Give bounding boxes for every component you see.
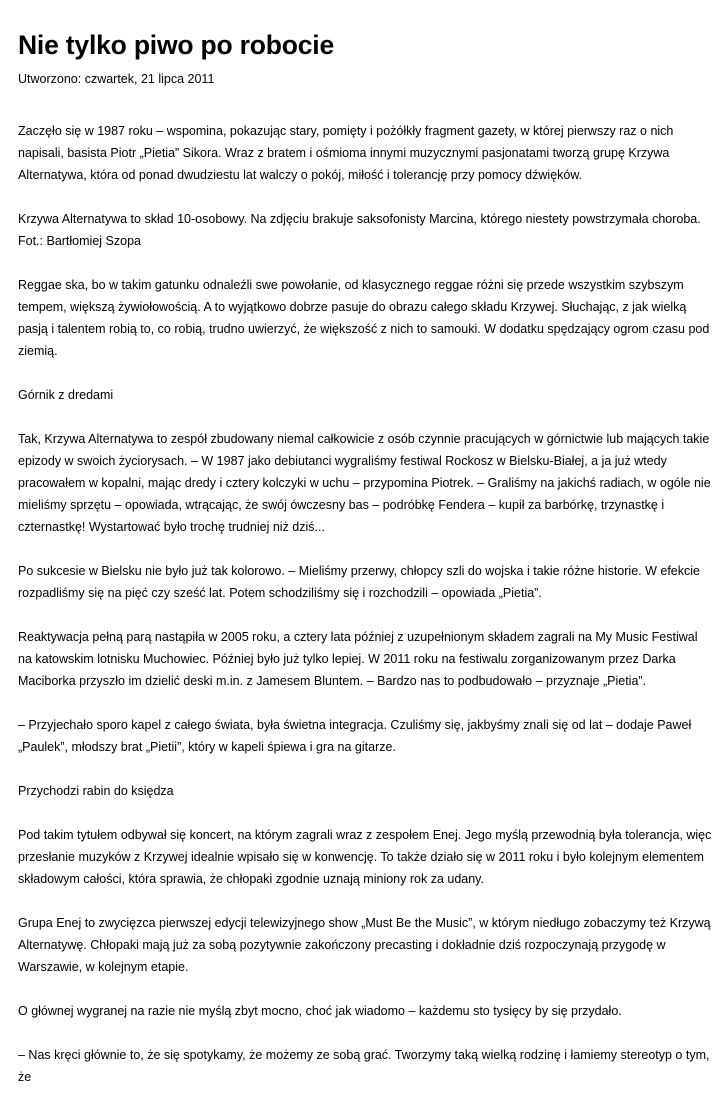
paragraph: Grupa Enej to zwycięzca pierwszej edycji telewizyjnego show „Must Be the Music”, w którym niedługo zobaczymy też Krzywą Alternatywę. Chłopaki mają już za sobą pozytywnie zakończony precasting i dokładnie dziś rozpoczynają przygodę w Warszawie, w kolejnym etapie. (18, 916, 711, 974)
paragraph: Zaczęło się w 1987 roku – wspomina, pokazując stary, pomięty i pożółkły fragment gazety, w której pierwszy raz o nich napisali, basista Piotr „Pietia” Sikora. Wraz z bratem i ośmioma innymi muzycznymi pasjonatami tworzą grupę Krzywa Alternatywa, która od ponad dwudziestu lat walczy o pokój, miłość i tolerancję przy pomocy dźwięków. (18, 124, 674, 182)
section-heading: Górnik z dredami (18, 388, 114, 402)
paragraph: Reggae ska, bo w takim gatunku odnaleźli swe powołanie, od klasycznego reggae różni się przede wszystkim szybszym tempem, większą żywiołowością. A to wyjątkowo dobrze pasuje do obrazu całego składu Krzywej. Słuchając, z jak wielką pasją i talentem robią to, co robią, trudno uwierzyć, że większość z nich to samouki. W dodatku spędzający ogrom czasu pod ziemią. (18, 278, 710, 358)
paragraph: – Nas kręci głównie to, że się spotykamy, że możemy ze sobą grać. Tworzymy taką wielką rodzinę i łamiemy stereotyp o tym, że (18, 1048, 710, 1084)
created-date: Utworzono: czwartek, 21 lipca 2011 (18, 72, 215, 86)
paragraph: Reaktywacja pełną parą nastąpiła w 2005 roku, a cztery lata później z uzupełnionym składem zagrali na My Music Festiwal na katowskim lotnisku Muchowiec. Później było już tylko lepiej. W 2011 roku na festiwalu zorganizowanym przez Darka Maciborka przyszło im dzielić deski m.in. z Jamesem Bluntem. – Bardzo nas to podbudowało – przyznaje „Pietia”. (18, 630, 698, 688)
paragraph: Krzywa Alternatywa to skład 10-osobowy. Na zdjęciu brakuje saksofonisty Marcina, którego niestety powstrzymała choroba. Fot.: Bartłomiej Szopa (18, 212, 701, 248)
article-body (18, 120, 713, 1110)
paragraph: Pod takim tytułem odbywał się koncert, na którym zagrali wraz z zespołem Enej. Jego myślą przewodnią była tolerancja, więc przesłanie muzyków z Krzywej idealnie wpisało się w konwencję. To także działo się w 2011 roku i było kolejnym elementem składowym całości, która sprawia, że chłopaki zgodnie uznają miniony rok za udany. (18, 828, 712, 886)
paragraph: Po sukcesie w Bielsku nie było już tak kolorowo. – Mieliśmy przerwy, chłopcy szli do wojska i takie różne historie. W efekcie rozpadliśmy się na pięć czy sześć lat. Potem schodziliśmy się i rozchodzili – opowiada „Pietia”. (18, 564, 700, 600)
paragraph: Tak, Krzywa Alternatywa to zespół zbudowany niemal całkowicie z osób czynnie pracujących w górnictwie lub mających takie epizody w swoich życiorysach. – W 1987 jako debiutanci wygraliśmy festiwal Rockosz w Bielsku-Białej, a ja już wtedy pracowałem w kopalni, mając dredy i cztery kolczyki w uchu – przypomina Piotrek. – Graliśmy na jakichś radiach, w ogóle nie mieliśmy sprzętu – opowiada, wtrącając, że swój ówczesny bas – podróbkę Fendera – kupił za barbórkę, trzynastkę i czternastkę! Wystartować było trochę trudniej niż dziś... (18, 432, 711, 534)
paragraph: O głównej wygranej na razie nie myślą zbyt mocno, choć jak wiadomo – każdemu sto tysięcy by się przydało. (18, 1004, 622, 1018)
paragraph: – Przyjechało sporo kapel z całego świata, była świetna integracja. Czuliśmy się, jakbyśmy znali się od lat – dodaje Paweł „Paulek”, młodszy brat „Pietii”, który w kapeli śpiewa i gra na gitarze. (18, 718, 692, 754)
section-heading: Przychodzi rabin do księdza (18, 784, 174, 798)
article-title: Nie tylko piwo po robocie (18, 30, 334, 60)
